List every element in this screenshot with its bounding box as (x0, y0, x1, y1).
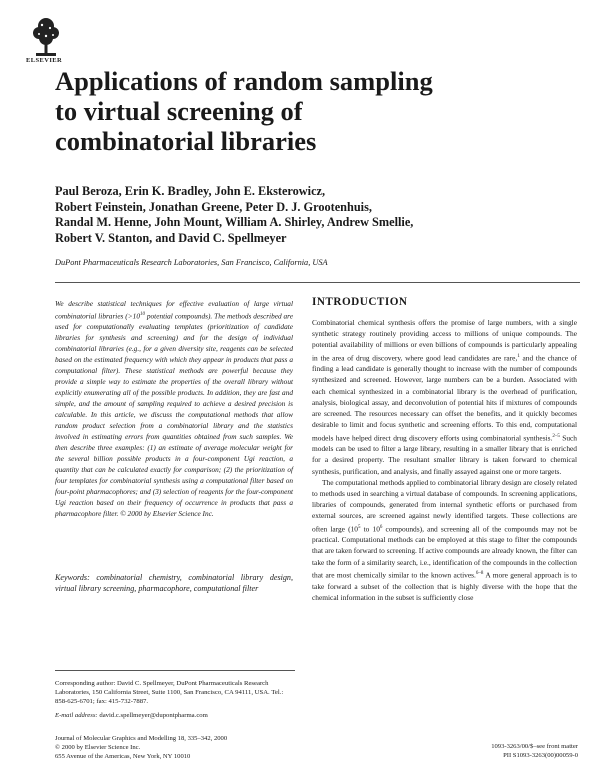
title-line: Applications of random sampling (55, 66, 433, 96)
correspondence-note (55, 679, 295, 720)
journal-footer (55, 735, 227, 761)
text-run: to 10 (360, 524, 380, 534)
publisher-logo-word: ELSEVIER (26, 57, 63, 64)
footnote-divider (55, 670, 295, 671)
email-label: E-mail address: (55, 711, 98, 719)
article-title (55, 66, 555, 156)
text-run: Such models can be used to filter a large library, resulting in a smaller library that is enriched for a desired property. The resultant smaller library is taken forward to chemical synthesis, purification, and analysis, and finally assayed against one or more targets. (312, 432, 577, 476)
abstract-text-start: We describe statistical techniques for effective evaluation of large virtual combinatorial libraries (>10 (55, 299, 293, 321)
title-line: combinatorial libraries (55, 126, 317, 156)
citation: 6–8 (475, 570, 484, 576)
citation: 1 (517, 353, 520, 359)
journal-citation: Journal of Molecular Graphics and Modelling 18, 335–342, 2000 (55, 735, 228, 742)
abstract (55, 298, 293, 519)
section-heading-introduction: INTRODUCTION (312, 296, 408, 308)
elsevier-tree-logo-icon (30, 16, 62, 62)
copyright: © 2000 by Elsevier Science Inc. (55, 743, 141, 751)
author-line: Randal M. Henne, John Mount, William A. Shirley, Andrew Smellie, (55, 215, 414, 229)
citation: 2–5 (552, 433, 560, 439)
header-divider (55, 282, 580, 283)
text-run: Combinatorial chemical synthesis offers the promise of large numbers, with a single synthetic strategy routinely providing access to millions of unique compounds. The potential availability of millions or even billions of compounds is particularly appealing in the area of drug discovery, where good lead candidates are rare, (312, 318, 577, 363)
exponent: 5 (357, 524, 361, 530)
publisher-address: 655 Avenue of the Americas, New York, NY 10010 (55, 752, 191, 760)
issn: 1093-3263/00/$–see front matter (491, 743, 578, 750)
pii: PII S1093-3263(00)00059-0 (503, 751, 578, 759)
issn-footer (491, 743, 578, 761)
keywords: Keywords: combinatorial chemistry, combinatorial library design, virtual library screening, pharmacophore, computational filter (55, 573, 293, 593)
introduction-body (312, 317, 577, 603)
author-line: Robert V. Stanton, and David C. Spellmeyer (55, 230, 287, 245)
author-line: Paul Beroza, Erin K. Bradley, John E. Eksterowicz, (55, 184, 326, 198)
title-line: to virtual screening of (55, 96, 303, 126)
author-list (55, 184, 575, 246)
abstract-exponent: 10 (139, 312, 145, 317)
introduction-paragraph (312, 317, 577, 477)
introduction-paragraph (312, 477, 577, 603)
text-run: compounds), and screening all of the compounds may not be practical. Computational methods can be employed at this stage to filter the compounds that are taken forward to screening. If active compounds are already known, the filter can take the form of a similarity search, i.e., identification of the compounds in the collection that are most chemically similar to the known actives. (312, 524, 577, 580)
text-run: A more general approach is to take forward a subset of the collection that is highly diverse with the hope that the chemical information in the subset is sufficiently close (312, 570, 577, 602)
email-line (55, 711, 295, 720)
exponent: 6 (379, 524, 383, 530)
text-run: The computational methods applied to combinatorial library design are closely related to methods used in searching a virtual database of compounds. In screening applications, libraries of compounds, generated from internal synthetic efforts or purchased from external sources, are screened against newly identified targets. These collections are often large (10 (312, 477, 577, 534)
author-line: Robert Feinstein, Jonathan Greene, Peter D. J. Grootenhuis, (55, 199, 372, 214)
abstract-text-rest: potential compounds). The methods described are used for computationally evaluating templates (prioritization of candidate libraries for synthesis and screening) and for the design of individual combinatorial libraries (e.g., for a given diversity site, reagents can be selected based on the estimated frequency with which they appear in products that pass a computational filter). These statistical methods are powerful because they provide a simple way to estimate the properties of the overall library without explicitly enumerating all of the possible products. In addition, they are fast and simple, and the amount of sampling required to achieve a desired precision is calculable. In this article, we discuss the computational methods that allow random product selection from a combinatorial library and the statistics involved in estimating errors from quantities obtained from such samples. We then describe three examples: (1) an estimate of average molecular weight for the several billion possible products in a four-component Ugi reaction, a quantity that can be calculated exactly for comparison; (2) the prioritization of four templates for combinatorial synthesis using a computational filter based on four-point pharmacophores; and (3) selection of reagents for the four-component Ugi reaction based on their frequency of occurrence in products that pass a pharmacophore filter. © 2000 by Elsevier Science Inc. (55, 311, 293, 519)
corresponding-author: Corresponding author: David C. Spellmeyer, DuPont Pharmaceuticals Research Laboratories, 150 California Street, Suite 1100, San Francisco, CA 94111, USA. Tel.: 858-625-6701; fax: 415-732-7887. (55, 680, 284, 706)
affiliation: DuPont Pharmaceuticals Research Laboratories, San Francisco, California, USA (55, 258, 328, 267)
text-run: and the chance of finding a lead candidate is generally thought to increase with the number of compounds synthesized and screened. However, large numbers can be a burden. Associated with each chemical synthesized in a combinatorial library is the overhead of purification, analysis, biological assay, and deconvolution of potential hits if mixtures of compounds are screened. The resources necessary can offset the benefits, and it quickly becomes desirable to limit and focus synthetic and screening efforts. To this end, computational models have helped direct drug discovery efforts using combinatorial synthesis. (312, 353, 577, 442)
email-address: david.c.spellmeyer@dupontpharma.com (99, 711, 208, 719)
